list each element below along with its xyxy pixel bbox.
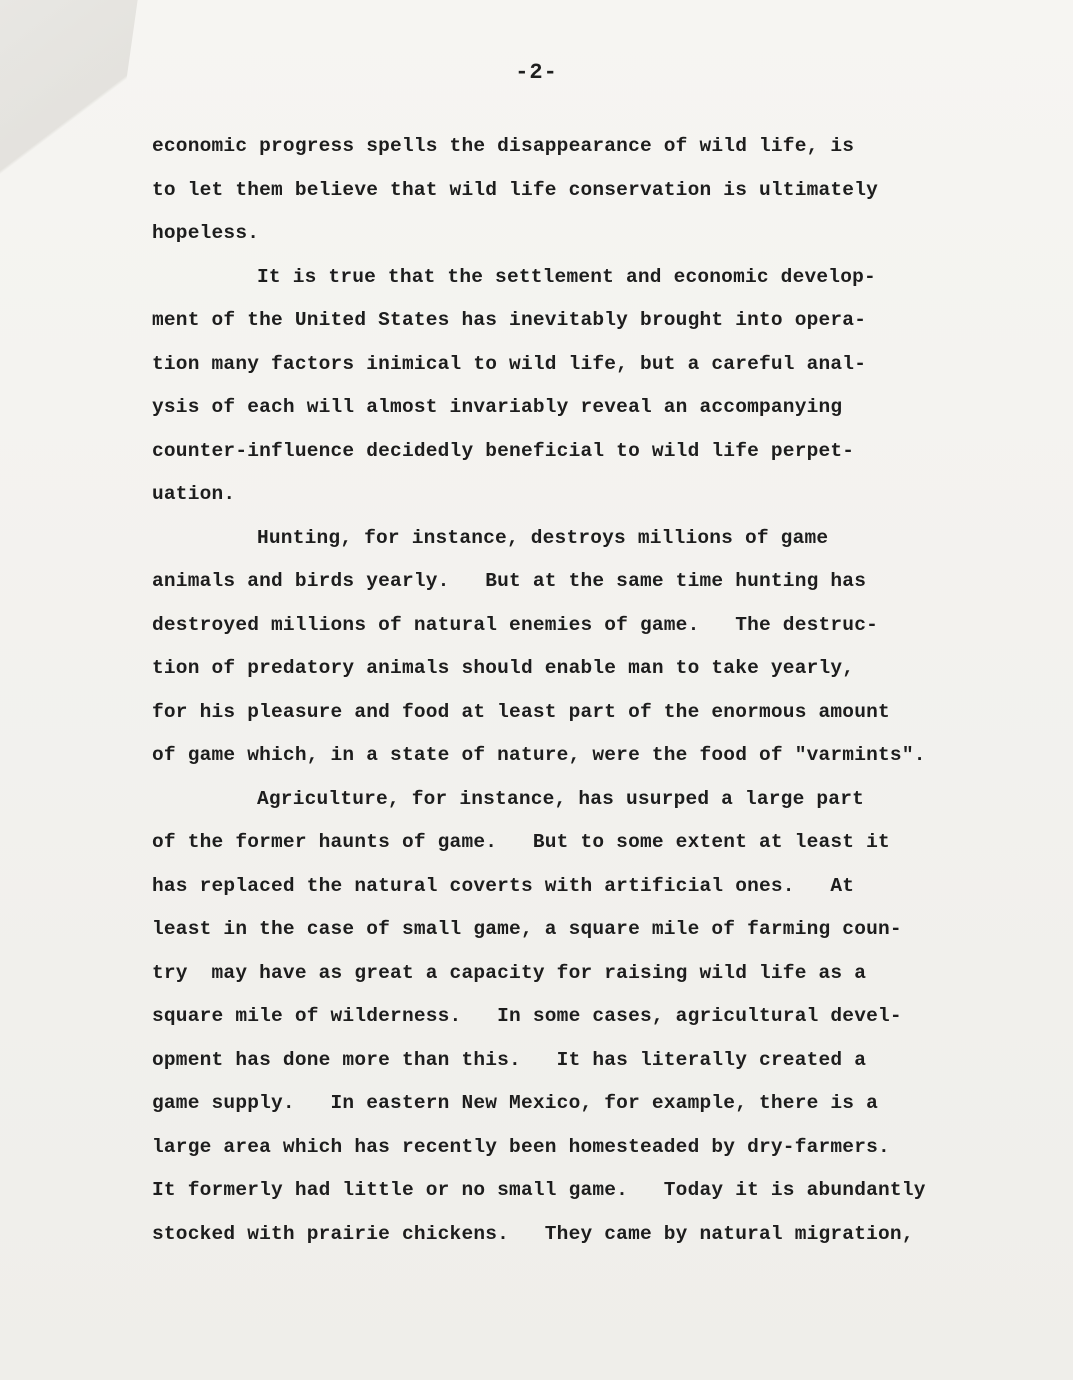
text-line: tion of predatory animals should enable man to take yearly, <box>152 657 855 679</box>
text-line: It is true that the settlement and economic develop- <box>257 265 876 288</box>
text-line: hopeless. <box>152 222 260 244</box>
page-number: -2- <box>515 60 558 85</box>
text-line: large area which has recently been homesteaded by dry-farmers. <box>152 1135 890 1158</box>
text-line: Agriculture, for instance, has usurped a large part <box>257 787 864 810</box>
text-line: destroyed millions of natural enemies of game. The destruc- <box>152 613 879 636</box>
text-line: of the former haunts of game. But to some extent at least it <box>152 831 890 853</box>
text-line: game supply. In eastern New Mexico, for example, there is a <box>152 1092 879 1114</box>
text-line: It formerly had little or no small game. Today it is abundantly <box>152 1179 926 1201</box>
text-line: to let them believe that wild life conservation is ultimately <box>152 178 879 201</box>
text-line: tion many factors inimical to wild life, but a careful anal- <box>152 352 867 375</box>
text-line: Hunting, for instance, destroys millions of game <box>257 526 829 549</box>
text-line: of game which, in a state of nature, were the food of "varmints". <box>152 744 926 766</box>
text-line: animals and birds yearly. But at the same time hunting has <box>152 570 867 592</box>
text-line: try may have as great a capacity for raising wild life as a <box>152 961 867 984</box>
text-line: uation. <box>152 483 236 505</box>
text-line: counter-influence decidedly beneficial to wild life perpet- <box>152 439 855 462</box>
text-line: opment has done more than this. It has literally created a <box>152 1048 867 1071</box>
text-line: least in the case of small game, a square mile of farming coun- <box>152 918 902 940</box>
body-text <box>152 125 1052 1256</box>
text-line: ysis of each will almost invariably reveal an accompanying <box>152 396 843 418</box>
text-line: for his pleasure and food at least part of the enormous amount <box>152 700 890 723</box>
text-line: economic progress spells the disappearance of wild life, is <box>152 135 855 157</box>
text-line: square mile of wilderness. In some cases, agricultural devel- <box>152 1005 902 1027</box>
text-line: stocked with prairie chickens. They came by natural migration, <box>152 1222 914 1245</box>
text-line: ment of the United States has inevitably brought into opera- <box>152 309 867 331</box>
text-line: has replaced the natural coverts with artificial ones. At <box>152 874 855 897</box>
